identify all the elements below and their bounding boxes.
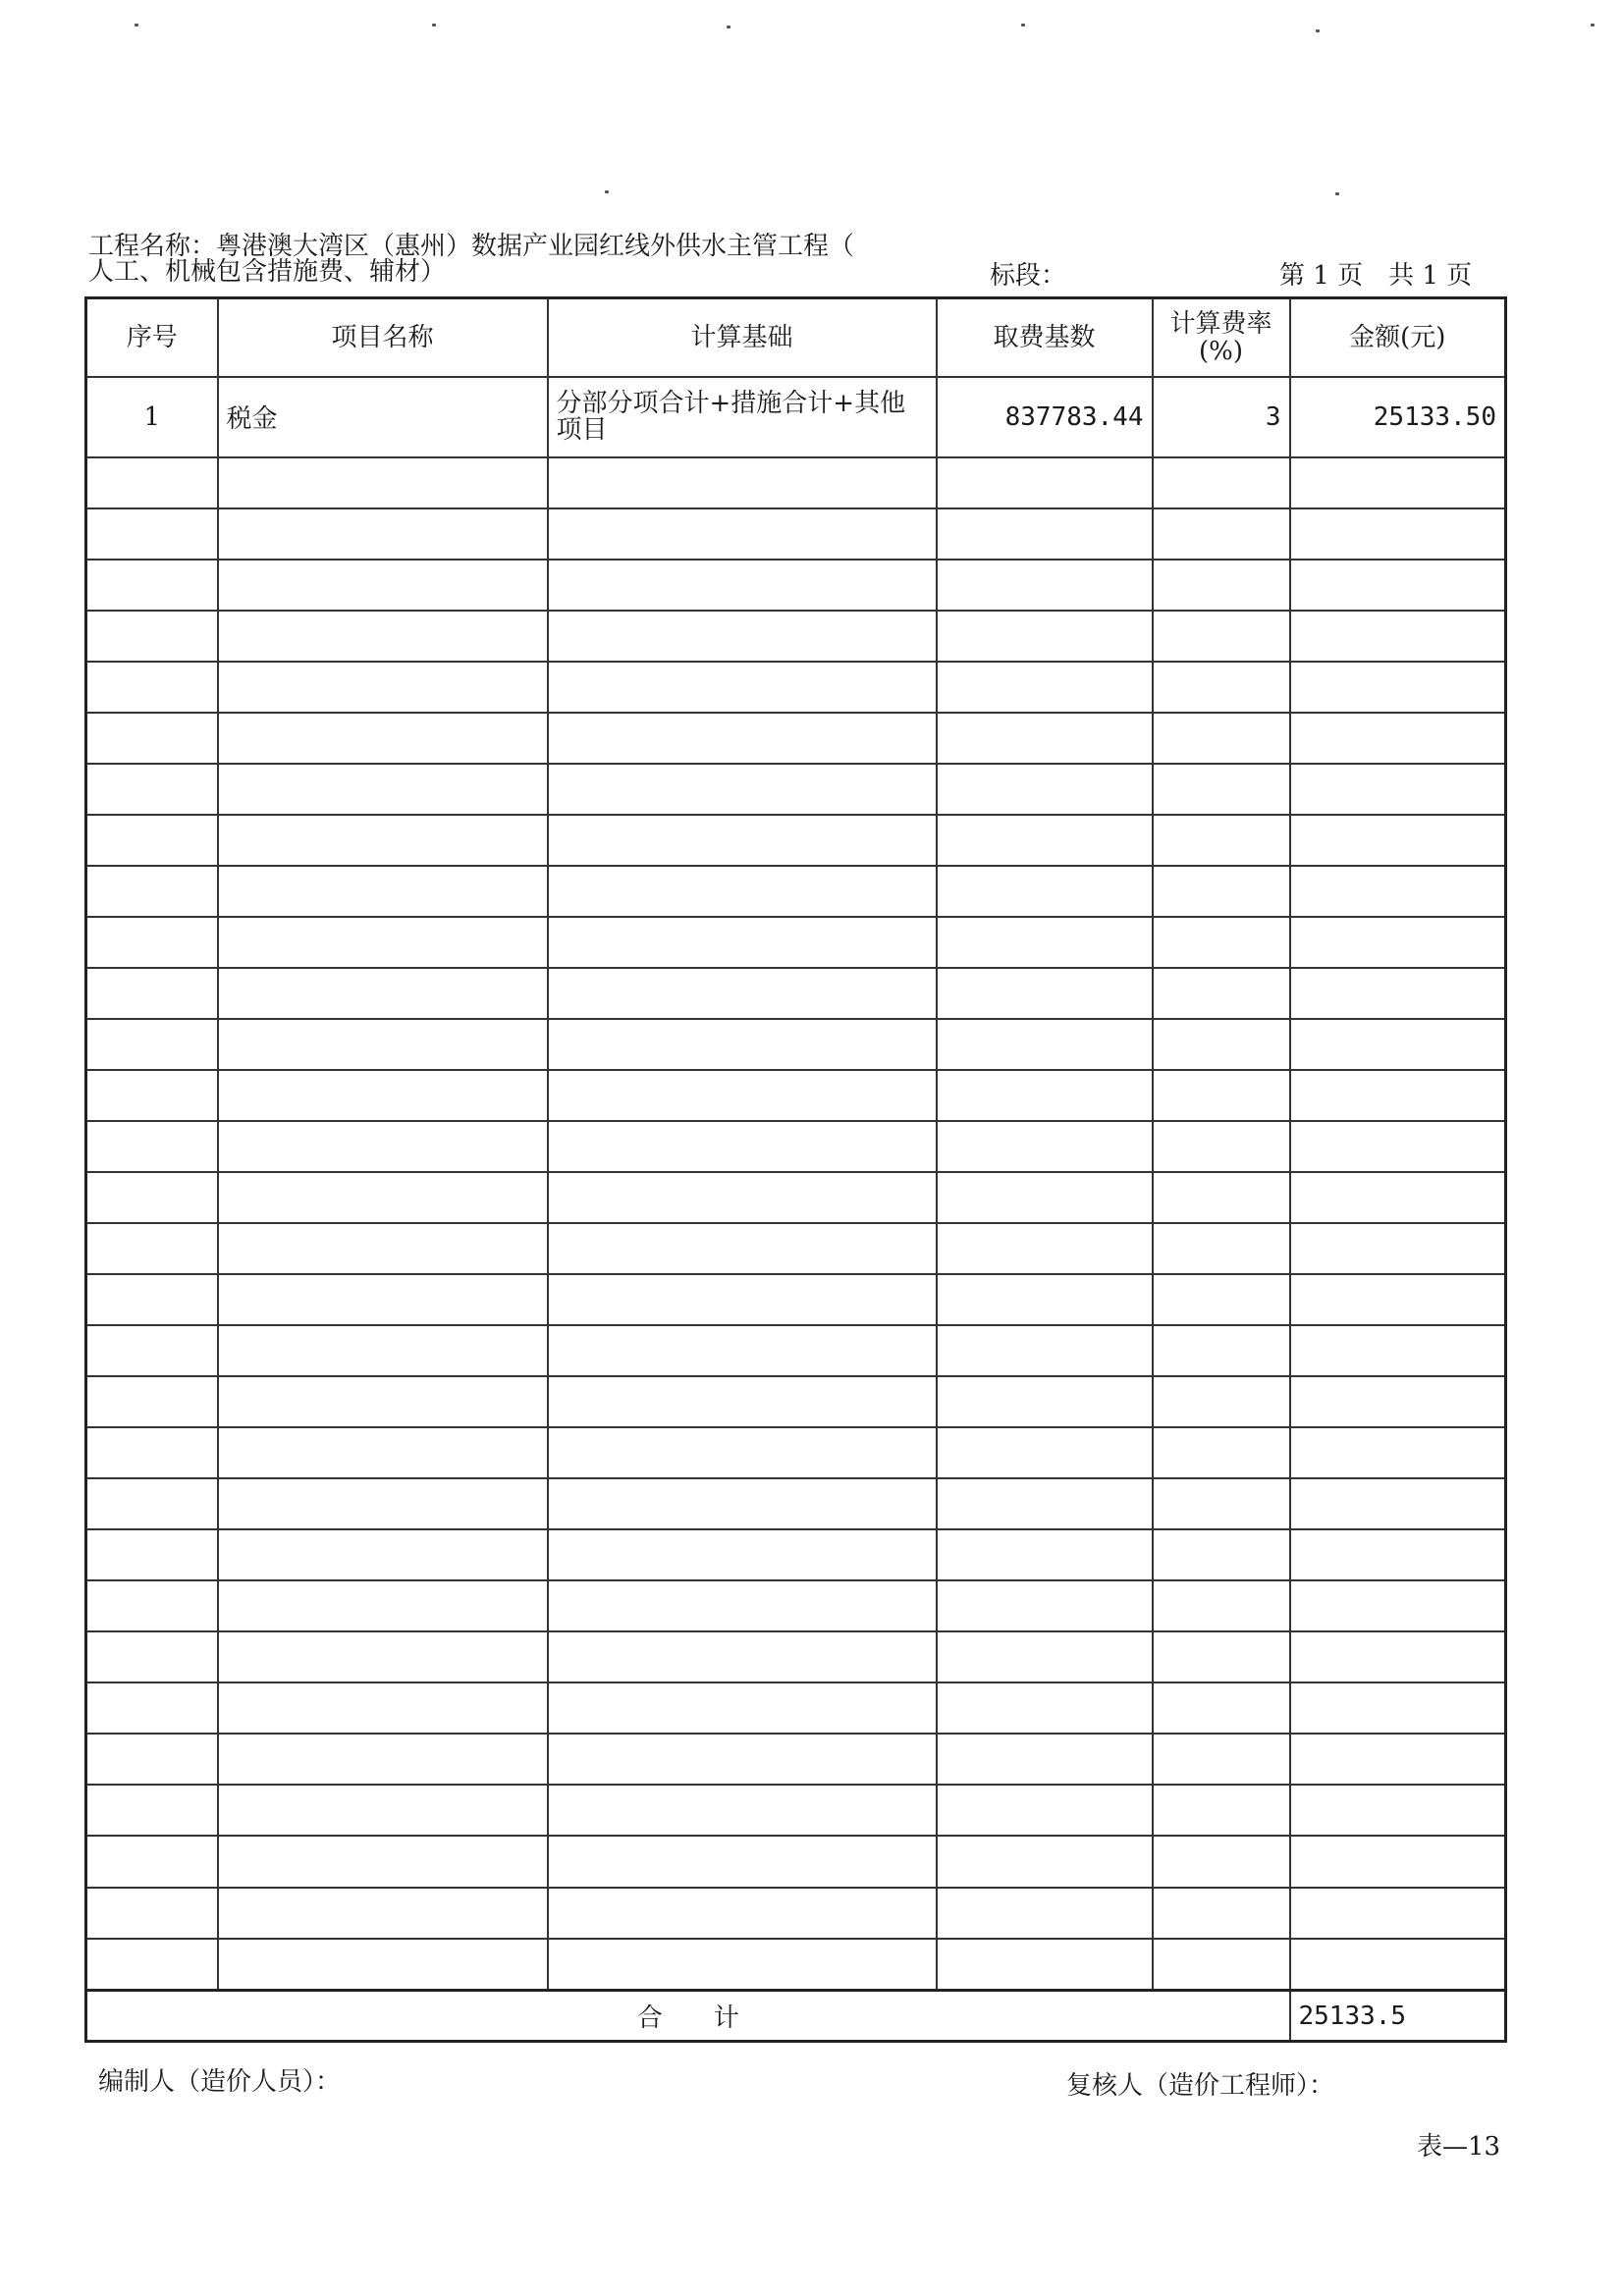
empty-cell bbox=[548, 560, 937, 611]
scan-speck bbox=[1591, 24, 1595, 27]
empty-cell bbox=[1153, 508, 1290, 560]
tax-fee-table bbox=[84, 296, 1507, 2043]
empty-cell bbox=[548, 1172, 937, 1223]
reviewer-label: 复核人（造价工程师）： bbox=[1066, 2071, 1335, 2101]
empty-cell bbox=[1153, 611, 1290, 662]
empty-table-row bbox=[86, 1172, 1506, 1223]
empty-cell bbox=[1290, 1070, 1506, 1121]
scan-speck bbox=[432, 24, 436, 27]
empty-table-row bbox=[86, 560, 1506, 611]
table-row bbox=[86, 377, 1506, 457]
col-header-no: 序号 bbox=[86, 298, 218, 378]
col-header-basis: 计算基础 bbox=[548, 298, 937, 378]
empty-table-row bbox=[86, 1888, 1506, 1939]
empty-cell bbox=[86, 1478, 218, 1529]
empty-table-row bbox=[86, 1376, 1506, 1427]
section-label: 标段： bbox=[990, 261, 1067, 291]
empty-cell bbox=[548, 1785, 937, 1836]
empty-cell bbox=[937, 917, 1153, 968]
empty-cell bbox=[218, 1172, 548, 1223]
col-header-rate-line2: (%) bbox=[1199, 337, 1243, 366]
empty-cell bbox=[1153, 764, 1290, 815]
empty-cell bbox=[1153, 1529, 1290, 1580]
empty-cell bbox=[1290, 457, 1506, 508]
empty-cell bbox=[86, 917, 218, 968]
empty-cell bbox=[937, 1172, 1153, 1223]
empty-cell bbox=[1290, 1376, 1506, 1427]
empty-cell bbox=[86, 1223, 218, 1274]
empty-cell bbox=[86, 662, 218, 713]
empty-cell bbox=[1290, 1939, 1506, 1991]
empty-cell bbox=[937, 1888, 1153, 1939]
empty-cell bbox=[218, 1427, 548, 1478]
empty-cell bbox=[1153, 1836, 1290, 1887]
scan-speck bbox=[1335, 192, 1339, 195]
empty-cell bbox=[218, 1682, 548, 1734]
empty-cell bbox=[1153, 1325, 1290, 1376]
empty-cell bbox=[218, 457, 548, 508]
empty-cell bbox=[218, 1070, 548, 1121]
empty-cell bbox=[548, 1682, 937, 1734]
empty-table-row bbox=[86, 1070, 1506, 1121]
empty-cell bbox=[1153, 1939, 1290, 1991]
empty-cell bbox=[548, 1580, 937, 1631]
empty-table-row bbox=[86, 1939, 1506, 1991]
empty-cell bbox=[1153, 1682, 1290, 1734]
empty-cell bbox=[1290, 764, 1506, 815]
empty-table-row bbox=[86, 1325, 1506, 1376]
empty-table-row bbox=[86, 764, 1506, 815]
empty-cell bbox=[937, 1274, 1153, 1325]
empty-cell bbox=[937, 968, 1153, 1019]
empty-cell bbox=[1153, 713, 1290, 764]
empty-cell bbox=[937, 1019, 1153, 1070]
empty-cell bbox=[86, 764, 218, 815]
empty-cell bbox=[548, 1478, 937, 1529]
empty-cell bbox=[86, 1785, 218, 1836]
empty-table-row bbox=[86, 457, 1506, 508]
scan-speck bbox=[605, 190, 609, 193]
empty-cell bbox=[86, 1019, 218, 1070]
empty-cell bbox=[86, 1888, 218, 1939]
empty-cell bbox=[1290, 1478, 1506, 1529]
empty-cell bbox=[86, 1070, 218, 1121]
cell-rate: 3 bbox=[1153, 377, 1290, 457]
empty-cell bbox=[86, 560, 218, 611]
empty-cell bbox=[218, 1121, 548, 1172]
empty-cell bbox=[937, 1939, 1153, 1991]
empty-table-row bbox=[86, 1274, 1506, 1325]
empty-cell bbox=[1153, 1070, 1290, 1121]
empty-cell bbox=[218, 508, 548, 560]
empty-cell bbox=[937, 1427, 1153, 1478]
empty-cell bbox=[1153, 1376, 1290, 1427]
cell-no: 1 bbox=[86, 377, 218, 457]
empty-cell bbox=[937, 866, 1153, 917]
col-header-rate bbox=[1153, 298, 1290, 378]
empty-cell bbox=[937, 1682, 1153, 1734]
col-header-amount: 金额(元) bbox=[1290, 298, 1506, 378]
empty-cell bbox=[86, 508, 218, 560]
empty-cell bbox=[548, 1223, 937, 1274]
col-header-name: 项目名称 bbox=[218, 298, 548, 378]
empty-cell bbox=[548, 917, 937, 968]
total-row bbox=[86, 1991, 1506, 2042]
cell-basis: 分部分项合计+措施合计+其他项目 bbox=[548, 377, 937, 457]
empty-table-row bbox=[86, 917, 1506, 968]
empty-table-row bbox=[86, 866, 1506, 917]
empty-cell bbox=[548, 764, 937, 815]
empty-table-row bbox=[86, 1019, 1506, 1070]
empty-cell bbox=[937, 1631, 1153, 1682]
empty-cell bbox=[548, 815, 937, 866]
empty-cell bbox=[1290, 1529, 1506, 1580]
empty-cell bbox=[218, 713, 548, 764]
empty-cell bbox=[86, 1325, 218, 1376]
empty-cell bbox=[1290, 611, 1506, 662]
empty-table-row bbox=[86, 662, 1506, 713]
empty-cell bbox=[937, 508, 1153, 560]
empty-cell bbox=[218, 1223, 548, 1274]
empty-table-row bbox=[86, 713, 1506, 764]
empty-cell bbox=[86, 457, 218, 508]
empty-cell bbox=[86, 713, 218, 764]
empty-cell bbox=[218, 611, 548, 662]
empty-cell bbox=[86, 1172, 218, 1223]
empty-cell bbox=[548, 866, 937, 917]
empty-cell bbox=[548, 1734, 937, 1785]
empty-cell bbox=[1153, 1580, 1290, 1631]
empty-cell bbox=[218, 1376, 548, 1427]
empty-cell bbox=[1153, 1427, 1290, 1478]
empty-cell bbox=[1153, 866, 1290, 917]
page-info: 第 1 页 共 1 页 bbox=[1279, 261, 1473, 291]
empty-cell bbox=[1153, 1172, 1290, 1223]
empty-cell bbox=[1290, 1223, 1506, 1274]
col-header-base-amount: 取费基数 bbox=[937, 298, 1153, 378]
empty-cell bbox=[86, 1734, 218, 1785]
empty-cell bbox=[86, 611, 218, 662]
empty-cell bbox=[218, 1325, 548, 1376]
col-header-rate-line1: 计算费率 bbox=[1169, 309, 1272, 339]
empty-cell bbox=[1290, 1121, 1506, 1172]
empty-cell bbox=[937, 1121, 1153, 1172]
empty-cell bbox=[86, 1529, 218, 1580]
empty-cell bbox=[1290, 815, 1506, 866]
empty-cell bbox=[1290, 560, 1506, 611]
empty-cell bbox=[937, 1478, 1153, 1529]
total-label: 合 计 bbox=[86, 1991, 1290, 2042]
empty-cell bbox=[937, 1325, 1153, 1376]
empty-cell bbox=[548, 1121, 937, 1172]
empty-table-row bbox=[86, 508, 1506, 560]
empty-cell bbox=[937, 713, 1153, 764]
empty-cell bbox=[548, 457, 937, 508]
empty-table-row bbox=[86, 1734, 1506, 1785]
empty-cell bbox=[218, 815, 548, 866]
cell-amount: 25133.50 bbox=[1290, 377, 1506, 457]
empty-cell bbox=[1153, 815, 1290, 866]
empty-cell bbox=[1153, 1121, 1290, 1172]
empty-table-row bbox=[86, 1427, 1506, 1478]
empty-cell bbox=[1290, 1427, 1506, 1478]
empty-cell bbox=[937, 662, 1153, 713]
empty-cell bbox=[1290, 1172, 1506, 1223]
scan-speck bbox=[1316, 29, 1320, 32]
empty-cell bbox=[1290, 866, 1506, 917]
empty-cell bbox=[1290, 1734, 1506, 1785]
table-header-row bbox=[86, 298, 1506, 378]
cell-name: 税金 bbox=[218, 377, 548, 457]
empty-cell bbox=[937, 1529, 1153, 1580]
empty-cell bbox=[218, 968, 548, 1019]
empty-cell bbox=[937, 1070, 1153, 1121]
cell-base-amount: 837783.44 bbox=[937, 377, 1153, 457]
empty-cell bbox=[218, 662, 548, 713]
empty-cell bbox=[937, 1376, 1153, 1427]
empty-cell bbox=[1153, 1019, 1290, 1070]
empty-cell bbox=[218, 1274, 548, 1325]
empty-cell bbox=[218, 560, 548, 611]
empty-table-row bbox=[86, 815, 1506, 866]
empty-cell bbox=[1290, 1580, 1506, 1631]
empty-table-row bbox=[86, 1529, 1506, 1580]
empty-cell bbox=[86, 1836, 218, 1887]
empty-cell bbox=[937, 1734, 1153, 1785]
empty-cell bbox=[1153, 1274, 1290, 1325]
empty-cell bbox=[86, 1939, 218, 1991]
project-name: 工程名称：粤港澳大湾区（惠州）数据产业园红线外供水主管工程（ bbox=[88, 232, 855, 261]
empty-cell bbox=[548, 1427, 937, 1478]
empty-cell bbox=[1290, 1019, 1506, 1070]
empty-cell bbox=[548, 1631, 937, 1682]
empty-cell bbox=[1290, 662, 1506, 713]
empty-cell bbox=[1153, 968, 1290, 1019]
empty-cell bbox=[937, 815, 1153, 866]
empty-cell bbox=[86, 1121, 218, 1172]
empty-cell bbox=[218, 866, 548, 917]
empty-cell bbox=[218, 1631, 548, 1682]
empty-cell bbox=[86, 1631, 218, 1682]
empty-cell bbox=[218, 1019, 548, 1070]
empty-cell bbox=[548, 1070, 937, 1121]
empty-cell bbox=[937, 764, 1153, 815]
empty-cell bbox=[1290, 1274, 1506, 1325]
empty-cell bbox=[548, 508, 937, 560]
empty-cell bbox=[218, 1785, 548, 1836]
empty-cell bbox=[548, 1529, 937, 1580]
empty-table-row bbox=[86, 1682, 1506, 1734]
empty-cell bbox=[218, 1888, 548, 1939]
empty-cell bbox=[86, 815, 218, 866]
empty-cell bbox=[218, 1580, 548, 1631]
empty-cell bbox=[1153, 1734, 1290, 1785]
empty-cell bbox=[937, 1836, 1153, 1887]
empty-cell bbox=[218, 764, 548, 815]
empty-cell bbox=[1153, 917, 1290, 968]
empty-table-row bbox=[86, 1631, 1506, 1682]
empty-cell bbox=[937, 1785, 1153, 1836]
scan-speck bbox=[727, 26, 730, 28]
empty-cell bbox=[1290, 1888, 1506, 1939]
empty-cell bbox=[548, 1939, 937, 1991]
empty-cell bbox=[548, 968, 937, 1019]
empty-cell bbox=[548, 1376, 937, 1427]
empty-cell bbox=[218, 1939, 548, 1991]
total-amount: 25133.5 bbox=[1290, 1991, 1506, 2042]
empty-cell bbox=[1153, 1888, 1290, 1939]
empty-cell bbox=[1153, 457, 1290, 508]
empty-cell bbox=[937, 1580, 1153, 1631]
empty-cell bbox=[1290, 1631, 1506, 1682]
empty-cell bbox=[86, 1427, 218, 1478]
empty-cell bbox=[86, 1682, 218, 1734]
form-number: 表—13 bbox=[1417, 2132, 1501, 2162]
empty-cell bbox=[1290, 1836, 1506, 1887]
empty-cell bbox=[1153, 1478, 1290, 1529]
empty-cell bbox=[1290, 968, 1506, 1019]
empty-cell bbox=[218, 917, 548, 968]
empty-table-row bbox=[86, 1223, 1506, 1274]
empty-cell bbox=[548, 662, 937, 713]
empty-table-row bbox=[86, 1121, 1506, 1172]
empty-cell bbox=[1290, 917, 1506, 968]
empty-cell bbox=[1153, 560, 1290, 611]
empty-table-row bbox=[86, 1580, 1506, 1631]
empty-cell bbox=[548, 611, 937, 662]
empty-cell bbox=[86, 866, 218, 917]
empty-table-row bbox=[86, 1478, 1506, 1529]
empty-table-row bbox=[86, 1785, 1506, 1836]
empty-cell bbox=[937, 457, 1153, 508]
empty-table-row bbox=[86, 968, 1506, 1019]
empty-cell bbox=[86, 1580, 218, 1631]
empty-cell bbox=[1153, 1223, 1290, 1274]
empty-cell bbox=[548, 1888, 937, 1939]
empty-cell bbox=[548, 1325, 937, 1376]
empty-cell bbox=[548, 1836, 937, 1887]
empty-cell bbox=[937, 560, 1153, 611]
empty-cell bbox=[1290, 713, 1506, 764]
project-name-continued: 人工、机械包含措施费、辅材） bbox=[88, 257, 447, 287]
empty-cell bbox=[218, 1836, 548, 1887]
empty-cell bbox=[1290, 508, 1506, 560]
empty-cell bbox=[937, 1223, 1153, 1274]
empty-cell bbox=[937, 611, 1153, 662]
empty-cell bbox=[548, 713, 937, 764]
scan-speck bbox=[135, 24, 138, 27]
empty-cell bbox=[86, 968, 218, 1019]
empty-cell bbox=[548, 1019, 937, 1070]
empty-cell bbox=[1290, 1325, 1506, 1376]
empty-cell bbox=[218, 1529, 548, 1580]
scan-speck bbox=[1021, 24, 1025, 27]
empty-cell bbox=[1290, 1785, 1506, 1836]
empty-cell bbox=[218, 1478, 548, 1529]
empty-cell bbox=[1153, 1631, 1290, 1682]
empty-table-row bbox=[86, 611, 1506, 662]
empty-cell bbox=[1153, 662, 1290, 713]
empty-cell bbox=[86, 1376, 218, 1427]
empty-cell bbox=[1153, 1785, 1290, 1836]
empty-cell bbox=[1290, 1682, 1506, 1734]
empty-cell bbox=[86, 1274, 218, 1325]
empty-cell bbox=[548, 1274, 937, 1325]
empty-table-row bbox=[86, 1836, 1506, 1887]
preparer-label: 编制人（造价人员）： bbox=[98, 2067, 342, 2097]
empty-cell bbox=[218, 1734, 548, 1785]
